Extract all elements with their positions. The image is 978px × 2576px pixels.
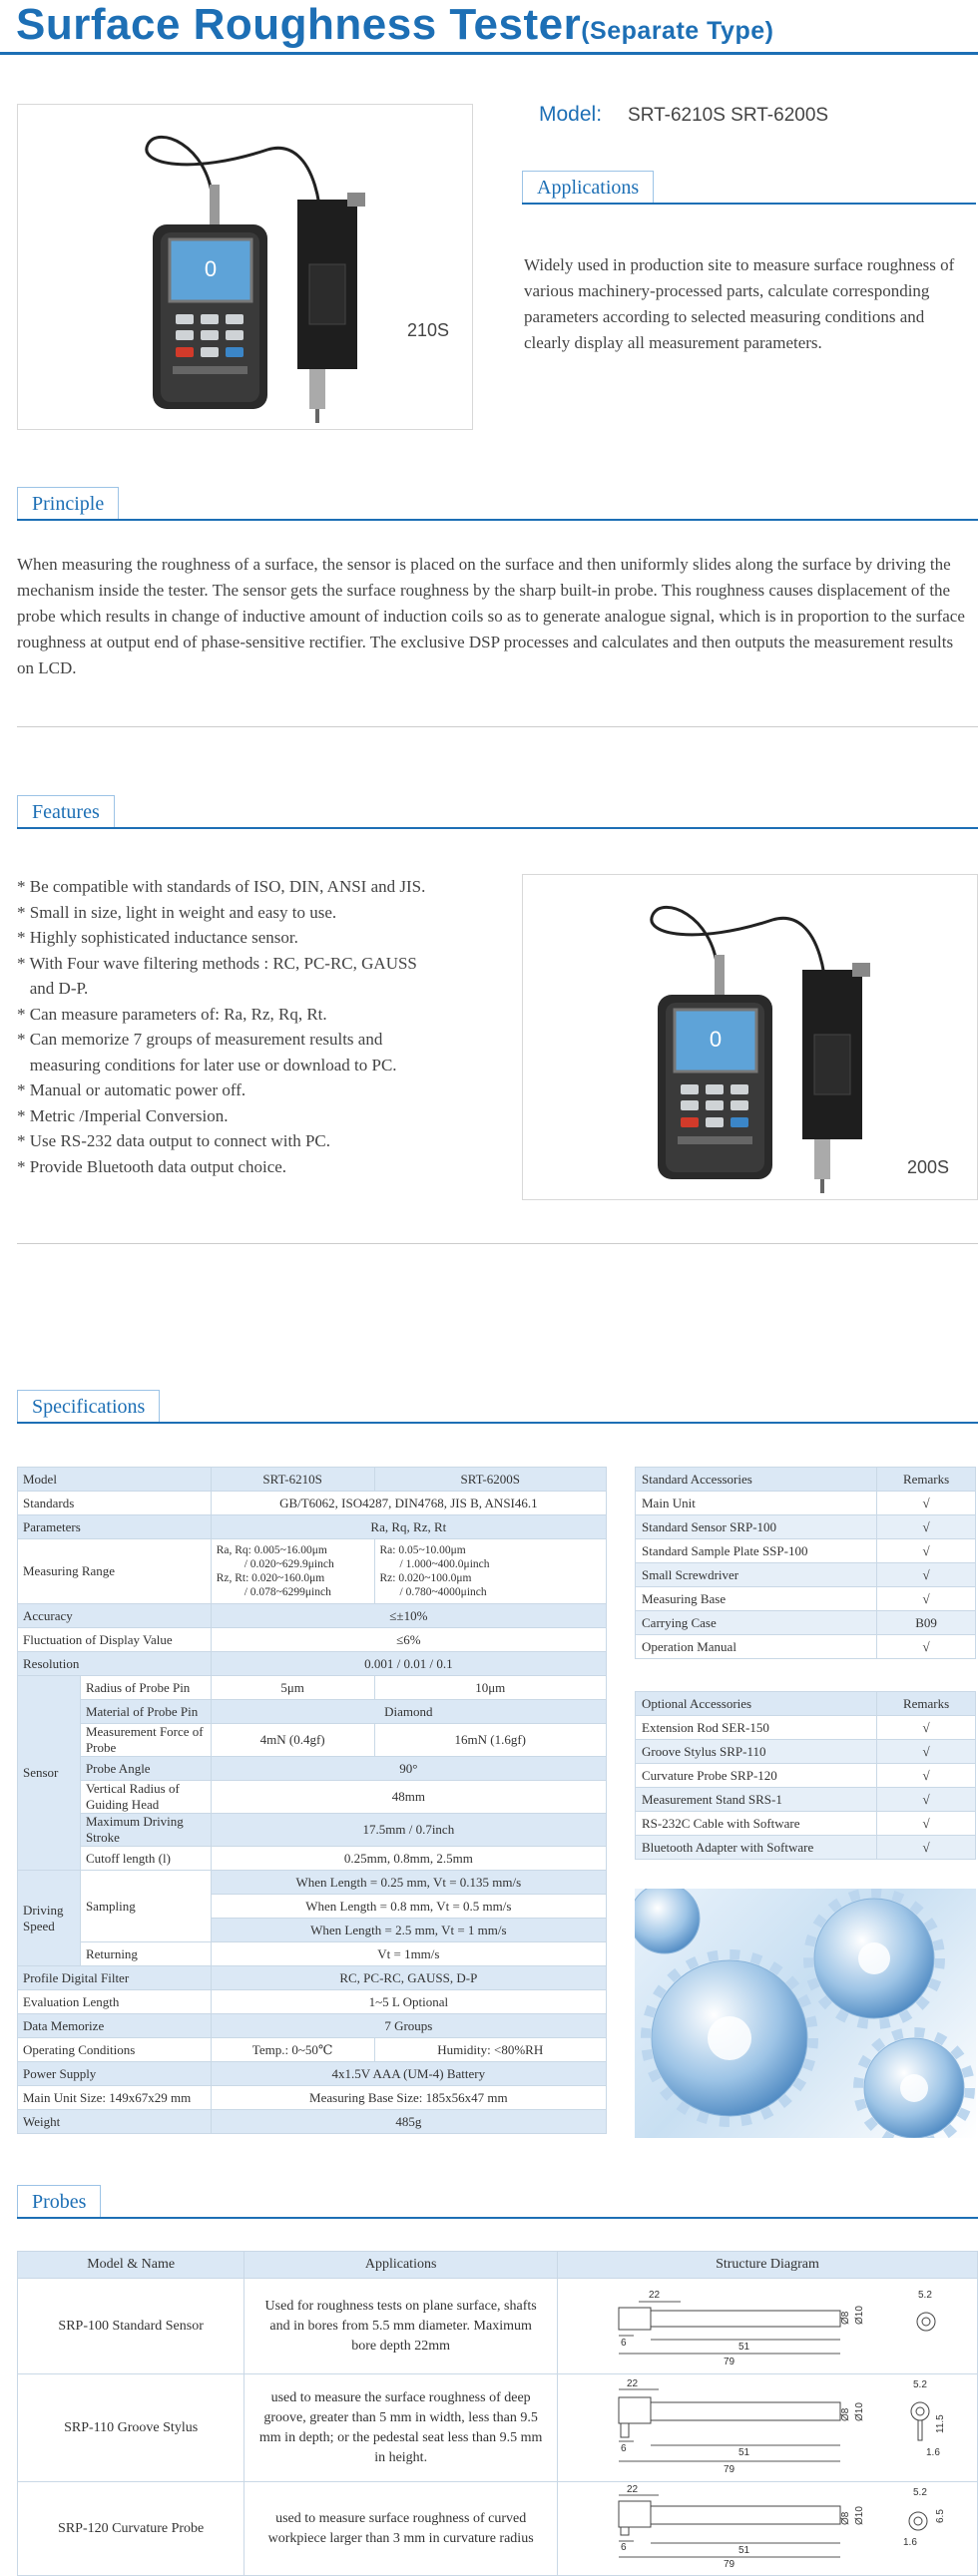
divider xyxy=(17,726,978,727)
principle-text: When measuring the roughness of a surface, the sensor is placed on the surface and then uniformly slides along the surface by driving the mechanism inside the tester. The sensor gets the surface roughness by the sharp built-in probe. This roughness causes displacement of the probe which results in change of inductive amount of induction coils so as to generate analogue signal, which is in proportion to the surface roughness at output end of phase-sensitive rectifier. The exclusive DSP processes and calculates and then outputs the measurement results on LCD. xyxy=(17,555,965,677)
gears-image xyxy=(635,1889,976,2138)
dim-label: 6 xyxy=(620,2542,627,2553)
dim-label: 79 xyxy=(723,2357,735,2367)
dim-label: 22 xyxy=(648,2290,661,2301)
dim-label: Ø8 xyxy=(839,2511,851,2525)
specifications-heading xyxy=(17,1390,978,1424)
specifications-tab: Specifications xyxy=(17,1390,160,1423)
feature-item: * With Four wave filtering methods : RC, PC-RC, GAUSS xyxy=(17,953,417,973)
applications-text: Widely used in production site to measure surface roughness of various machinery-processed parts, calculate corresponding parameters according to selected measuring conditions and clearly display all measurement parameters. xyxy=(524,255,955,352)
feature-item: * Can measure parameters of: Ra, Rz, Rq, Rt. xyxy=(17,1004,327,1024)
feature-item: * Metric /Imperial Conversion. xyxy=(17,1105,229,1125)
table-row: Standard Sample Plate SSP-100 √ xyxy=(636,1539,976,1563)
table-row: Measuring Range Ra, Rq: 0.005~16.00μm / 0.020~629.9μinch Rz, Rt: 0.020~160.0μm / 0.078~6299μinch Ra: 0.05~10.00μm / 1.000~400.0μinch Rz: 0.020~100.0μm / 0.780~4000μinch xyxy=(18,1539,607,1604)
photo-caption: 210S xyxy=(407,320,450,340)
dim-label: 51 xyxy=(737,2545,750,2556)
table-row: Parameters Ra, Rq, Rz, Rt xyxy=(18,1515,607,1539)
table-row: Profile Digital Filter RC, PC-RC, GAUSS, D-P xyxy=(18,1966,607,1990)
table-row: SRP-110 Groove Stylus used to measure the surface roughness of deep groove, greater than 5 mm in width, less than 9.5 mm in depth; or the pedestal seat less than 9.5 mm in height. 22 6 51 79 Ø8 Ø10 5.2 11.5 1.6 xyxy=(18,2374,978,2482)
product-photo-frame-2 xyxy=(522,874,978,1200)
dim-label: Ø10 xyxy=(853,2506,865,2525)
table-row: Standards GB/T6062, ISO4287, DIN4768, JIS B, ANSI46.1 xyxy=(18,1492,607,1515)
principle-heading xyxy=(17,487,978,521)
dim-label: 22 xyxy=(626,2378,639,2389)
principle-rule xyxy=(17,519,978,521)
probes-table xyxy=(17,2251,978,2576)
dim-label: Ø8 xyxy=(839,2407,851,2421)
table-row: Curvature Probe SRP-120 √ xyxy=(636,1764,976,1788)
table-row: Resolution 0.001 / 0.01 / 0.1 xyxy=(18,1652,607,1676)
table-header: Optional Accessories Remarks xyxy=(636,1692,976,1716)
table-row: Bluetooth Adapter with Software √ xyxy=(636,1836,976,1860)
svg-text:0: 0 xyxy=(709,1027,723,1052)
table-row: Measuring Base √ xyxy=(636,1587,976,1611)
table-row: Main Unit √ xyxy=(636,1492,976,1515)
principle-tab: Principle xyxy=(17,487,119,520)
product-photo-frame xyxy=(17,104,473,430)
applications-heading xyxy=(522,171,976,205)
table-row: Driving Speed Sampling When Length = 0.25 mm, Vt = 0.135 mm/s xyxy=(18,1871,607,1895)
features-list xyxy=(17,874,516,1179)
table-row: Extension Rod SER-150 √ xyxy=(636,1716,976,1740)
svg-text:0: 0 xyxy=(204,256,218,281)
applications-rule xyxy=(522,203,976,205)
feature-item: * Be compatible with standards of ISO, DIN, ANSI and JIS. xyxy=(17,877,426,896)
model-value: SRT-6210S SRT-6200S xyxy=(628,105,829,126)
table-row: Accuracy ≤±10% xyxy=(18,1604,607,1628)
specifications-rule xyxy=(17,1422,978,1424)
table-row: Model SRT-6210S SRT-6200S xyxy=(18,1468,607,1492)
dim-label: 5.2 xyxy=(917,2290,932,2301)
table-row: Material of Probe Pin Diamond xyxy=(18,1700,607,1724)
table-row: SRP-120 Curvature Probe used to measure surface roughness of curved workpiece larger than 3 mm in curvature radius 22 6 51 79 Ø8 Ø10 5.2 6.5 1.6 xyxy=(18,2482,978,2576)
table-row: RS-232C Cable with Software √ xyxy=(636,1812,976,1836)
table-row: Fluctuation of Display Value ≤6% xyxy=(18,1628,607,1652)
table-row: Data Memorize 7 Groups xyxy=(18,2014,607,2038)
dim-label: 5.2 xyxy=(912,2379,927,2390)
product-photo xyxy=(18,105,472,429)
table-row: Groove Stylus SRP-110 √ xyxy=(636,1740,976,1764)
probe-diagram xyxy=(559,2280,976,2367)
dim-label: Ø10 xyxy=(853,2306,865,2325)
dim-label: Ø10 xyxy=(853,2402,865,2421)
feature-item: * Highly sophisticated inductance sensor. xyxy=(17,928,298,947)
dim-label: 11.5 xyxy=(934,2414,946,2433)
dim-label: 6 xyxy=(620,2443,627,2454)
divider xyxy=(17,1243,978,1244)
dim-label: 6.5 xyxy=(934,2509,946,2523)
photo-caption-2: 200S xyxy=(907,1157,950,1177)
title-underline xyxy=(0,52,978,55)
table-row: Vertical Radius of Guiding Head 48mm xyxy=(18,1781,607,1814)
dim-label: 5.2 xyxy=(912,2487,927,2498)
feature-item: * Use RS-232 data output to connect with PC. xyxy=(17,1131,331,1150)
probes-rule xyxy=(17,2217,978,2219)
dim-label: 79 xyxy=(723,2464,735,2475)
gears-illustration xyxy=(635,1889,976,2138)
specifications-table xyxy=(17,1467,607,2134)
optional-accessories-table xyxy=(635,1691,976,1860)
feature-item: * Can memorize 7 groups of measurement results and xyxy=(17,1030,383,1049)
model-line xyxy=(539,103,828,127)
table-row: Weight 485g xyxy=(18,2110,607,2134)
probe-diagram xyxy=(559,2375,976,2475)
table-row: Maximum Driving Stroke 17.5mm / 0.7inch xyxy=(18,1814,607,1847)
model-label: Model: xyxy=(539,103,603,126)
table-row: Measurement Stand SRS-1 √ xyxy=(636,1788,976,1812)
features-tab: Features xyxy=(17,795,115,828)
feature-item: * Provide Bluetooth data output choice. xyxy=(17,1156,287,1176)
dim-label: 79 xyxy=(723,2559,735,2569)
probes-tab: Probes xyxy=(17,2185,101,2218)
dim-label: 51 xyxy=(737,2342,750,2353)
standard-accessories-table xyxy=(635,1467,976,1659)
applications-tab: Applications xyxy=(522,171,654,204)
feature-item: * Manual or automatic power off. xyxy=(17,1080,246,1099)
dim-label: 1.6 xyxy=(925,2447,940,2458)
table-row: Probe Angle 90° xyxy=(18,1757,607,1781)
table-row: SRP-100 Standard Sensor Used for roughness tests on plane surface, shafts and in bores from 5.5 mm diameter. Maximum bore depth 22mm 22 6 51 79 Ø8 Ø10 5.2 xyxy=(18,2279,978,2374)
table-row: Cutoff length (l) 0.25mm, 0.8mm, 2.5mm xyxy=(18,1847,607,1871)
dim-label: 1.6 xyxy=(902,2537,917,2548)
feature-item: * Small in size, light in weight and easy to use. xyxy=(17,902,337,922)
features-heading xyxy=(17,795,978,829)
feature-item: and D-P. xyxy=(17,979,89,998)
table-row: Operating Conditions Temp.: 0~50℃ Humidity: <80%RH xyxy=(18,2038,607,2062)
features-rule xyxy=(17,827,978,829)
table-row: Carrying Case B09 xyxy=(636,1611,976,1635)
dim-label: 51 xyxy=(737,2447,750,2458)
table-row: Returning Vt = 1mm/s xyxy=(18,1942,607,1966)
table-row: When Length = 0.8 mm, Vt = 0.5 mm/s xyxy=(18,1895,607,1919)
dim-label: 6 xyxy=(620,2338,627,2349)
product-photo-2 xyxy=(523,875,977,1199)
table-row: Standard Sensor SRP-100 √ xyxy=(636,1515,976,1539)
table-row: Sensor Radius of Probe Pin 5μm 10μm xyxy=(18,1676,607,1700)
feature-item: measuring conditions for later use or download to PC. xyxy=(17,1055,397,1074)
probes-heading xyxy=(17,2185,978,2219)
table-row: Small Screwdriver √ xyxy=(636,1563,976,1587)
table-header: Model & Name Applications Structure Diagram xyxy=(18,2252,978,2279)
probe-diagram xyxy=(559,2483,976,2569)
table-row: Measurement Force of Probe 4mN (0.4gf) 16mN (1.6gf) xyxy=(18,1724,607,1757)
table-row: Evaluation Length 1~5 L Optional xyxy=(18,1990,607,2014)
table-row: Main Unit Size: 149x67x29 mm Measuring Base Size: 185x56x47 mm xyxy=(18,2086,607,2110)
page-subtitle: (Separate Type) xyxy=(581,17,774,45)
table-row: Power Supply 4x1.5V AAA (UM-4) Battery xyxy=(18,2062,607,2086)
table-row: When Length = 2.5 mm, Vt = 1 mm/s xyxy=(18,1919,607,1942)
dim-label: Ø8 xyxy=(839,2311,851,2325)
table-row: Operation Manual √ xyxy=(636,1635,976,1659)
table-header: Standard Accessories Remarks xyxy=(636,1468,976,1492)
dim-label: 22 xyxy=(626,2484,639,2495)
page-title: Surface Roughness Tester(Separate Type) xyxy=(16,0,774,49)
